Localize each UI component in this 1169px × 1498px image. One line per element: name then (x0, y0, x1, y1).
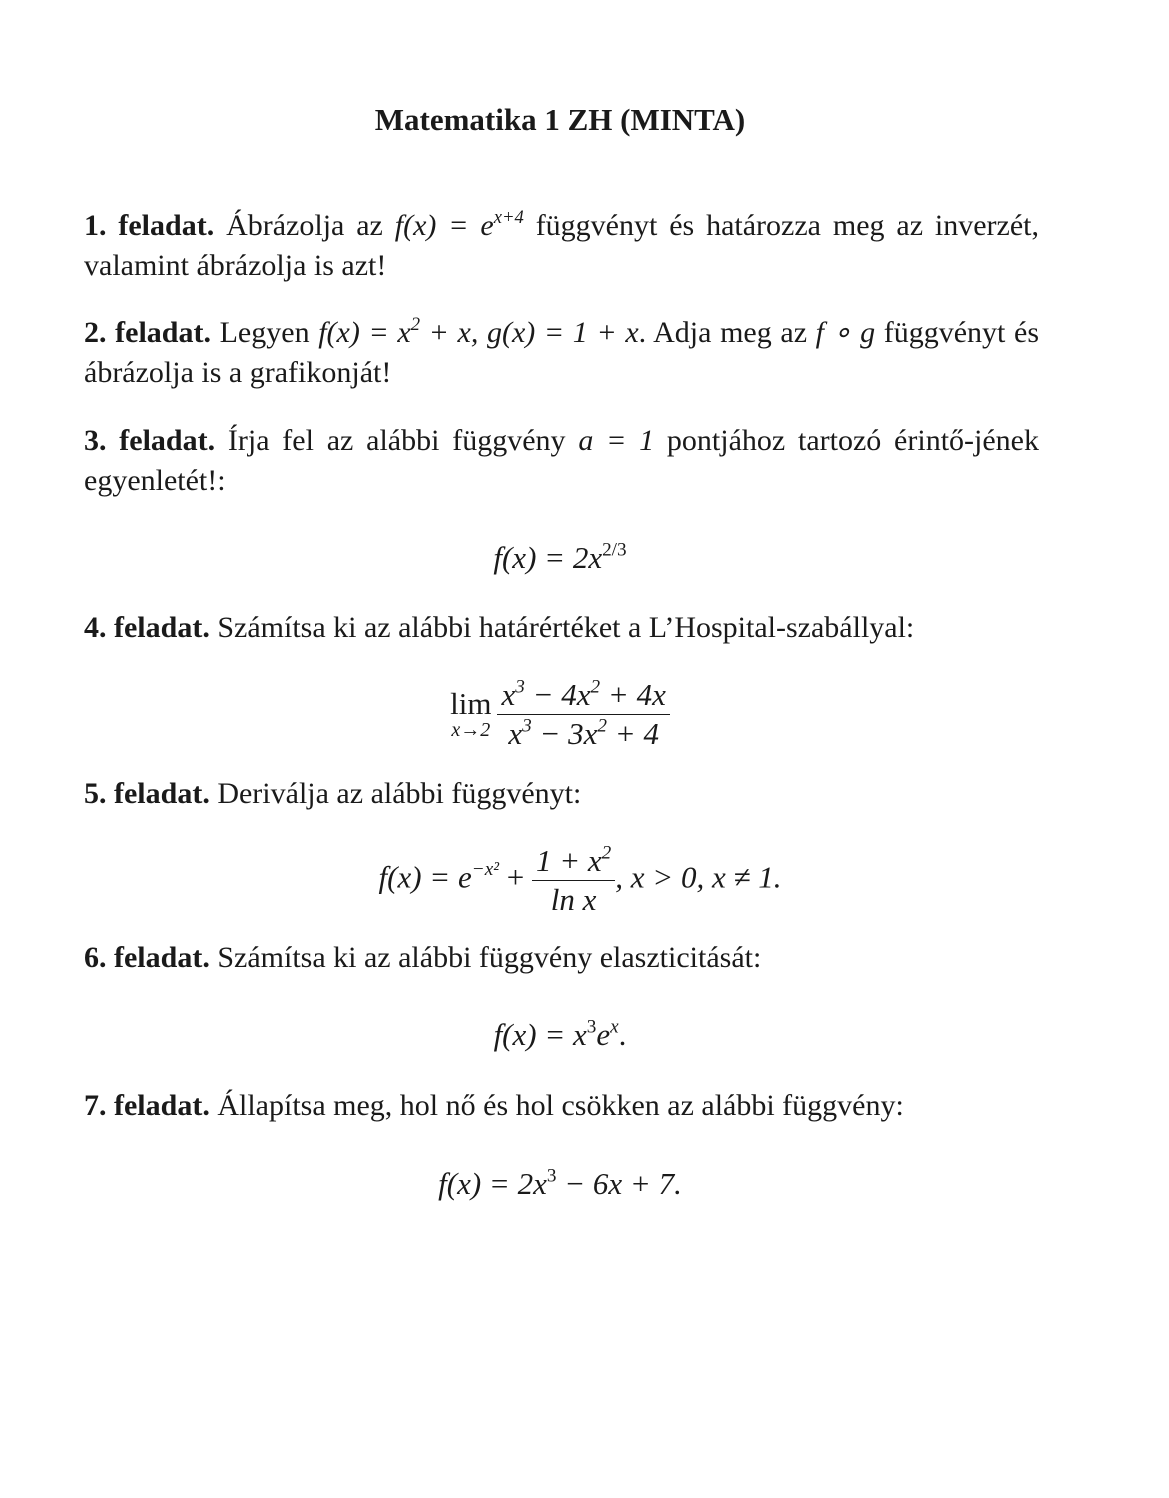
page-title: Matematika 1 ZH (MINTA) (374, 102, 746, 137)
task-text: . Adja meg az (638, 316, 816, 349)
task-text: Írja fel az alábbi függvény (215, 424, 579, 457)
limit-operator (450, 685, 492, 741)
task-text: Számítsa ki az alábbi határértéket a L’Hospital-szabállyal: (209, 611, 915, 644)
task-text: Állapítsa meg, hol nő és hol csökken az alábbi függvény: (209, 1089, 904, 1122)
term: − 4x (524, 677, 591, 712)
exponent: 2 (601, 842, 612, 864)
task-text: Deriválja az alábbi függvényt: (209, 777, 582, 810)
denominator: ln x (550, 882, 597, 917)
math-exponent: 2 (410, 313, 420, 335)
task-6 (84, 938, 1039, 978)
term: − 3x (531, 716, 598, 751)
task-text: pontjához tartozó érintő-jének egyenletét!: (84, 424, 1039, 497)
equation-7 (0, 1166, 1120, 1202)
equation-3 (0, 540, 1120, 576)
equation-6 (0, 1017, 1120, 1053)
lim-text: lim (450, 685, 492, 721)
task-label: 4. feladat. (84, 611, 210, 644)
task-1 (84, 206, 1039, 286)
math-expression (394, 206, 524, 242)
term: + 4 (607, 716, 659, 751)
task-2 (84, 313, 1039, 393)
exponent: 2 (597, 715, 608, 737)
math-base: f(x) = e (378, 859, 472, 895)
math-base: e (596, 1017, 611, 1052)
exponent: 3 (522, 715, 532, 737)
task-text: függvényt és határozza meg az inverzét, valamint ábrázolja is azt! (84, 209, 1039, 282)
numerator (532, 842, 615, 881)
task-3 (84, 421, 1039, 501)
math-exponent: x (610, 1016, 619, 1038)
math-base: f(x) = x (318, 316, 411, 349)
composition: f ∘ g (815, 316, 876, 349)
term: 1 + x (535, 843, 602, 878)
task-4 (84, 608, 1039, 648)
plus-sign: + (498, 859, 532, 895)
exponent: 3 (515, 676, 525, 698)
math-expression (318, 313, 639, 349)
task-text: függvényt és ábrázolja is a grafikonját! (84, 316, 1039, 389)
math-expression: a = 1 (578, 424, 655, 457)
lim-subscript: x→2 (451, 718, 491, 741)
math-exponent: 3 (586, 1016, 597, 1038)
math-base: f(x) = x (493, 1017, 587, 1052)
term: + 4x (600, 677, 666, 712)
condition: , x > 0, x ≠ 1. (615, 859, 782, 895)
math-exponent: −x² (471, 859, 499, 881)
exponent: 2 (590, 676, 601, 698)
math-exponent: x+4 (493, 206, 524, 228)
equation-5 (20, 842, 1140, 919)
math-tail: . (618, 1017, 627, 1052)
term: x (501, 677, 516, 712)
task-label: 7. feladat. (84, 1089, 210, 1122)
task-5 (84, 774, 1039, 814)
equation-4 (0, 676, 1120, 753)
task-text: Számítsa ki az alábbi függvény elaszticitását: (209, 941, 762, 974)
math-base: f(x) = 2x (493, 540, 603, 575)
task-label: 1. feladat. (84, 209, 215, 242)
task-text: Legyen (210, 316, 319, 349)
fraction (532, 842, 615, 919)
math-exponent: 3 (546, 1165, 557, 1187)
math-base: f(x) = e (394, 209, 494, 242)
task-label: 6. feladat. (84, 941, 210, 974)
math-exponent: 2/3 (602, 539, 627, 561)
math-base: f(x) = 2x (438, 1166, 547, 1201)
task-label: 5. feladat. (84, 777, 210, 810)
denominator (497, 715, 669, 753)
term: x (508, 716, 523, 751)
numerator (497, 676, 669, 715)
math-tail: + x, g(x) = 1 + x (420, 316, 639, 349)
fraction (497, 676, 669, 753)
task-7 (84, 1086, 1039, 1126)
task-label: 2. feladat. (84, 316, 211, 349)
math-tail: − 6x + 7. (556, 1166, 682, 1201)
task-label: 3. feladat. (84, 424, 216, 457)
task-text: Ábrázolja az (214, 209, 395, 242)
